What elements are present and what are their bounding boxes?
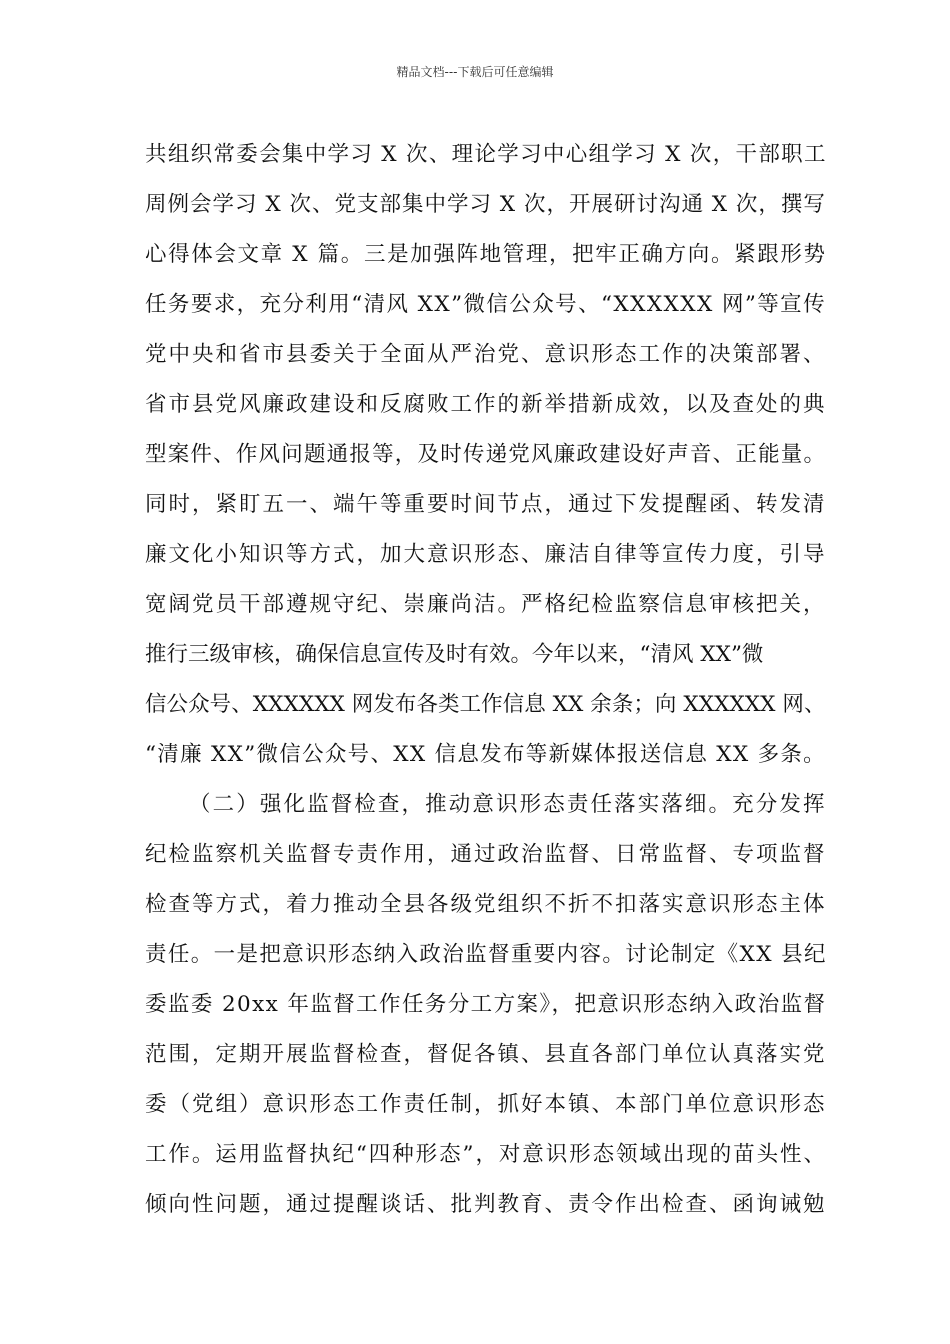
body-line: 范围，定期开展监督检查，督促各镇、县直各部门单位认真落实党 (145, 1042, 827, 1067)
page-header: 精品文档---下载后可任意编辑 (396, 65, 554, 79)
body-line: 信公众号、XXXXXX 网发布各类工作信息 XX 余条；向 XXXXXX 网、 (145, 692, 826, 717)
body-line: 推行三级审核，确保信息宣传及时有效。今年以来，“清风 XX”微 (145, 642, 764, 667)
body-line: 检查等方式，着力推动全县各级党组织不折不扣落实意识形态主体 (145, 892, 827, 917)
body-line: 省市县党风廉政建设和反腐败工作的新举措新成效，以及查处的典 (145, 392, 827, 417)
body-line: 委（党组）意识形态工作责任制，抓好本镇、本部门单位意识形态 (145, 1092, 827, 1117)
body-line: 同时，紧盯五一、端午等重要时间节点，通过下发提醒函、转发清 (145, 492, 827, 517)
body-line: 型案件、作风问题通报等，及时传递党风廉政建设好声音、正能量。 (145, 442, 827, 467)
body-line: 委监委 20xx 年监督工作任务分工方案》，把意识形态纳入政治监督 (145, 992, 827, 1017)
document-body (145, 130, 825, 1230)
body-line: 纪检监察机关监督专责作用，通过政治监督、日常监督、专项监督 (145, 842, 827, 867)
body-line: （二）强化监督检查，推动意识形态责任落实落细。充分发挥 (189, 792, 827, 817)
body-line: 倾向性问题，通过提醒谈话、批判教育、责令作出检查、函询诫勉 (145, 1192, 827, 1217)
body-line: 周例会学习 X 次、党支部集中学习 X 次，开展研讨沟通 X 次，撰写 (145, 192, 826, 217)
body-line: 廉文化小知识等方式，加大意识形态、廉洁自律等宣传力度，引导 (145, 542, 827, 567)
body-line: “清廉 XX”微信公众号、XX 信息发布等新媒体报送信息 XX 多条。 (145, 742, 826, 767)
body-line: 任务要求，充分利用“清风 XX”微信公众号、“XXXXXX 网”等宣传 (145, 292, 826, 317)
body-line: 工作。运用监督执纪“四种形态”，对意识形态领域出现的苗头性、 (145, 1142, 827, 1167)
body-line: 共组织常委会集中学习 X 次、理论学习中心组学习 X 次，干部职工 (145, 142, 827, 167)
body-line: 宽阔党员干部遵规守纪、崇廉尚洁。严格纪检监察信息审核把关， (145, 592, 827, 617)
body-line: 心得体会文章 X 篇。三是加强阵地管理，把牢正确方向。紧跟形势 (145, 242, 827, 267)
body-line: 党中央和省市县委关于全面从严治党、意识形态工作的决策部署、 (145, 342, 827, 367)
body-line: 责任。一是把意识形态纳入政治监督重要内容。讨论制定《XX 县纪 (145, 942, 827, 967)
